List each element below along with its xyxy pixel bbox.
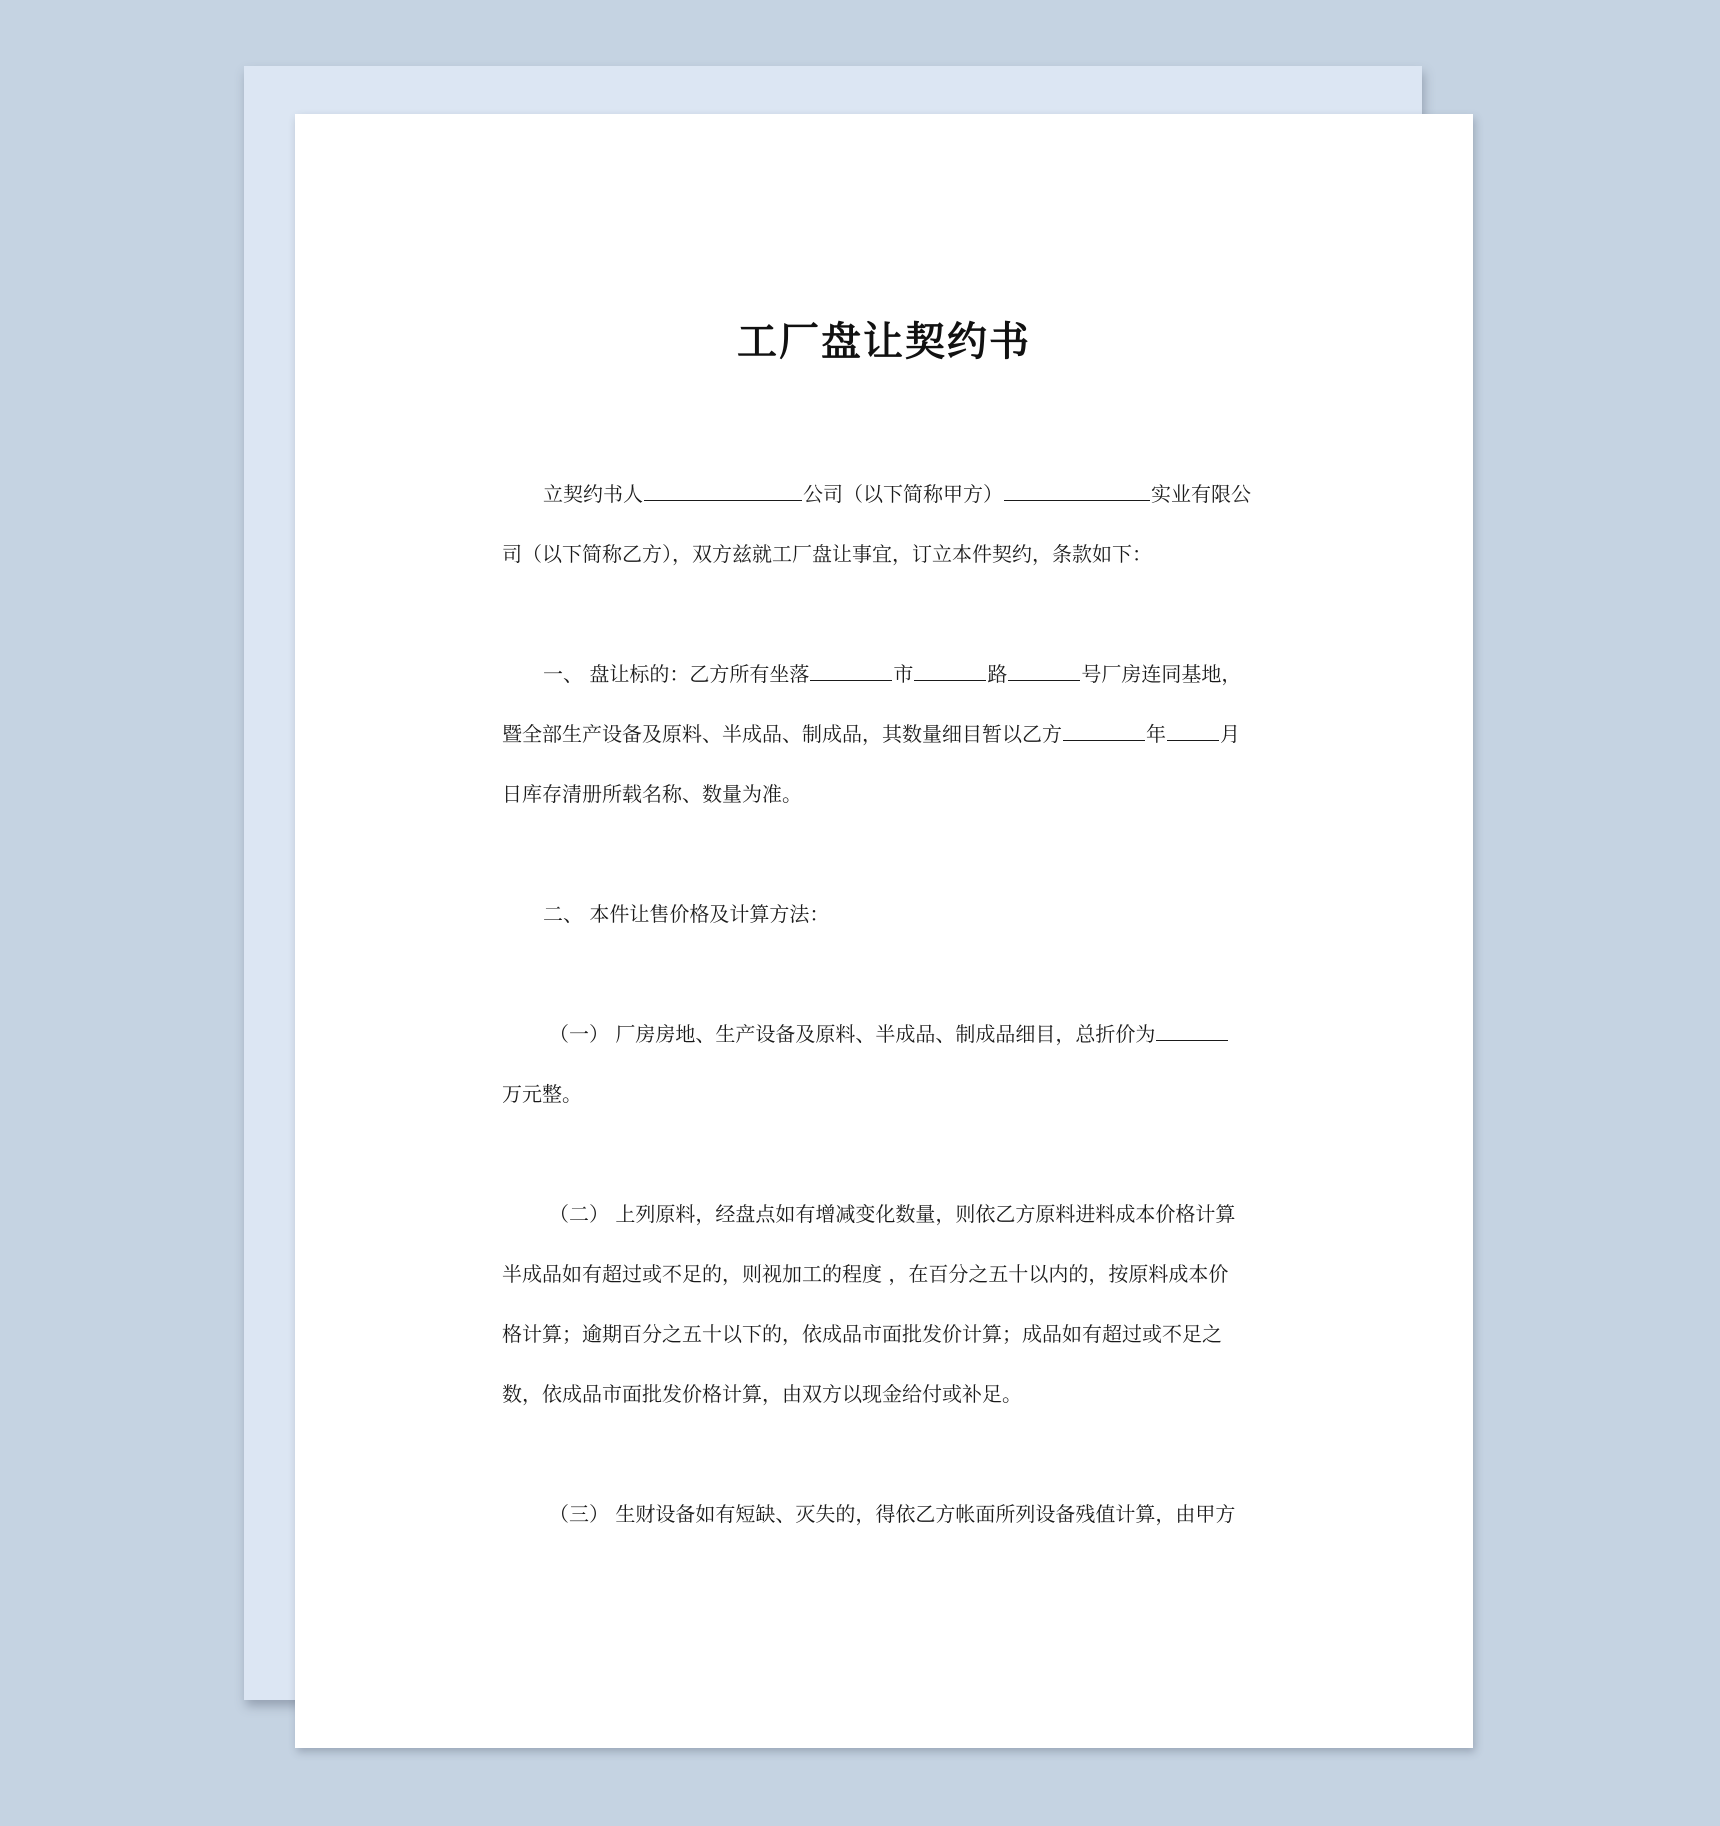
fill-blank-party-a[interactable] [644,480,802,501]
clause-1-line-1: 一、 盘让标的：乙方所有坐落 市 路 号厂房连同基地， [543,662,1242,686]
fill-blank-road[interactable] [914,660,986,681]
fill-blank-number[interactable] [1008,660,1080,681]
fill-blank-year[interactable] [1063,720,1145,741]
document-page [295,114,1473,1748]
fill-blank-party-b[interactable] [1004,480,1150,501]
clause-2-sub-2-line-1: （二） 上列原料，经盘点如有增减变化数量，则依乙方原料进料成本价格计算 [549,1202,1236,1226]
clause-2-sub-2-line-2: 半成品如有超过或不足的，则视加工的程度 ，在百分之五十以内的，按原料成本价 [502,1262,1229,1286]
fill-blank-city[interactable] [810,660,892,681]
clause-2-sub-1-line-1: （一） 厂房房地、生产设备及原料、半成品、制成品细目，总折价为 [549,1020,1229,1048]
fill-blank-total-price[interactable] [1156,1020,1228,1041]
clause-2-sub-2-line-4: 数，依成品市面批发价格计算，由双方以现金给付或补足。 [502,1382,1022,1406]
clause-1-line-3: 日库存清册所载名称、数量为准。 [502,782,802,806]
preamble-line-2: 司（以下简称乙方），双方兹就工厂盘让事宜，订立本件契约，条款如下： [502,542,1152,566]
clause-2-sub-2-line-3: 格计算；逾期百分之五十以下的，依成品市面批发价计算；成品如有超过或不足之 [502,1322,1222,1346]
clause-2-heading: 二、 本件让售价格及计算方法： [543,902,830,926]
preamble-line-1: 立契约书人 公司（以下简称甲方） 实业有限公 [543,482,1251,506]
fill-blank-month[interactable] [1167,720,1219,741]
clause-1-line-2: 暨全部生产设备及原料、半成品、制成品，其数量细目暂以乙方 年 月 [502,722,1240,746]
clause-2-sub-3-line-1: （三） 生财设备如有短缺、灭失的，得依乙方帐面所列设备残值计算，由甲方 [549,1502,1236,1526]
clause-2-sub-1-line-2: 万元整。 [502,1082,582,1106]
document-title: 工厂盘让契约书 [737,319,1031,365]
